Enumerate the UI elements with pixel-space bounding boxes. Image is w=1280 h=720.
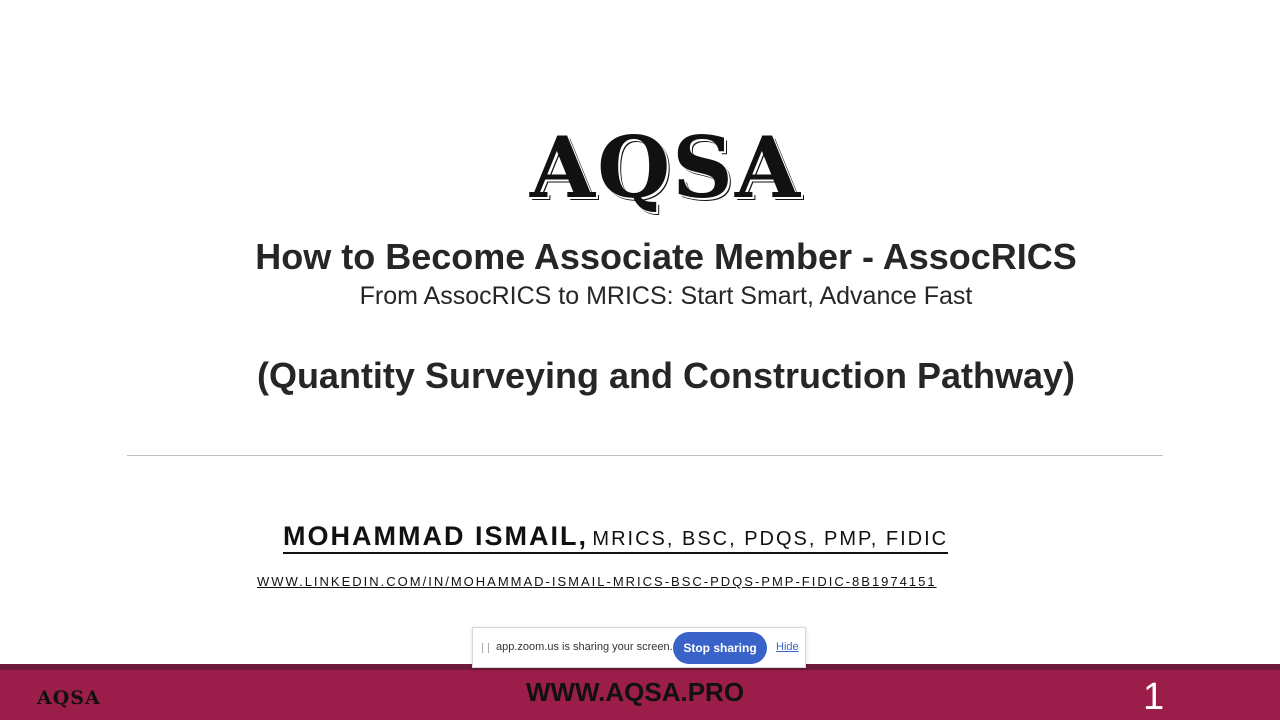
slide-title: How to Become Associate Member - AssocRICS: [255, 236, 1077, 277]
slide-number: 1: [1143, 676, 1165, 718]
drag-handle-icon[interactable]: [482, 643, 489, 653]
footer-band: [0, 670, 1280, 720]
stop-sharing-button[interactable]: Stop sharing: [673, 632, 767, 664]
aqsa-logo: AQSA: [529, 118, 803, 217]
slide-subtitle: From AssocRICS to MRICS: Start Smart, Advance Fast: [359, 282, 973, 310]
pathway-heading: (Quantity Surveying and Construction Pathway): [256, 355, 1076, 396]
author-name: MOHAMMAD ISMAIL,: [283, 521, 588, 551]
author-line: [283, 521, 948, 554]
footer-logo: AQSA: [37, 687, 101, 709]
footer-url: WWW.AQSA.PRO: [525, 677, 745, 707]
linkedin-link[interactable]: WWW.LINKEDIN.COM/IN/MOHAMMAD-ISMAIL-MRICS-BSC-PDQS-PMP-FIDIC-8B1974151: [257, 574, 937, 589]
divider: [127, 455, 1163, 456]
sharing-status-text: app.zoom.us is sharing your screen.: [496, 641, 673, 653]
zoom-sharing-bar: [472, 627, 806, 668]
hide-link[interactable]: Hide: [776, 641, 799, 653]
author-credentials: MRICS, BSC, PDQS, PMP, FIDIC: [592, 528, 949, 550]
